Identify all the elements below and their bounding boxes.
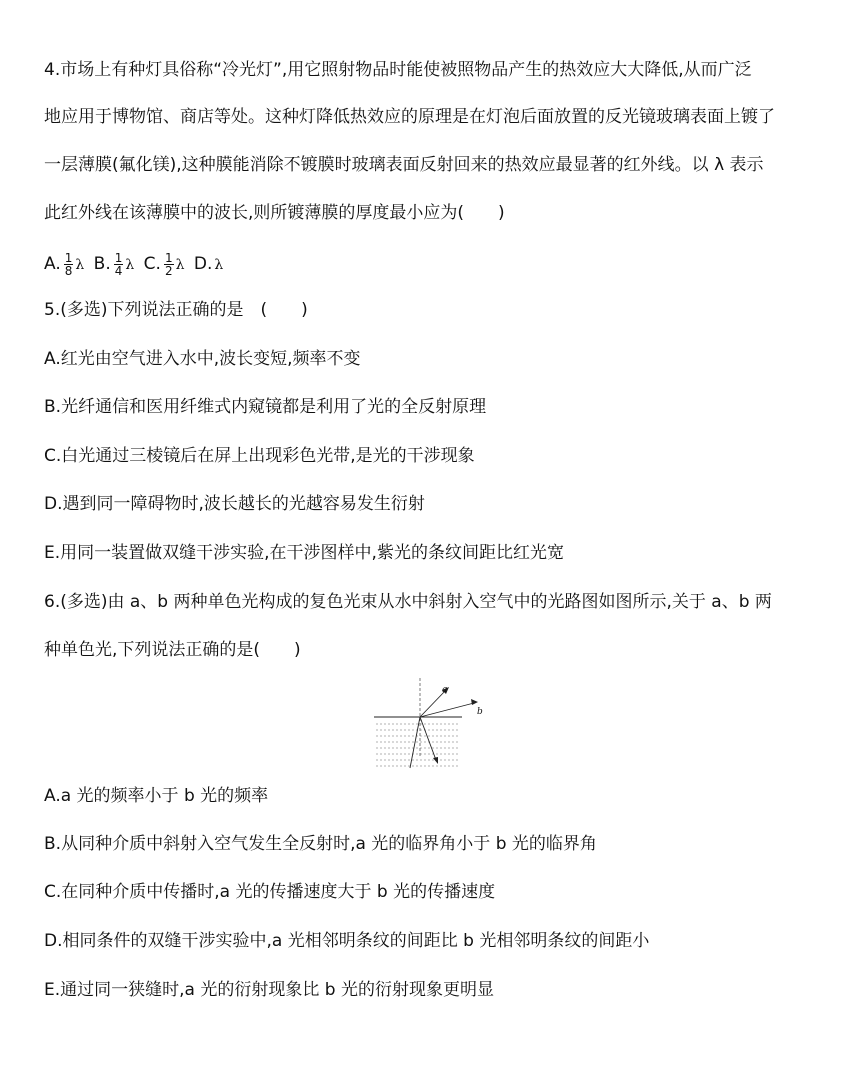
ray-label-a: a — [442, 685, 448, 695]
lambda-symbol: λ — [175, 257, 185, 273]
q4-option-b-fraction: $\frac{1}{4}$ — [114, 250, 123, 278]
q5-option-c: C.白光通过三棱镜后在屏上出现彩色光带,是光的干涉现象 — [44, 446, 475, 466]
q6-stem-line-1: 6.(多选)由 a、b 两种单色光构成的复色光束从水中斜射入空气中的光路图如图所示,关于 a、b 两 — [44, 592, 772, 612]
lambda-symbol: λ — [214, 257, 224, 273]
q4-stem-line-1: 4.市场上有种灯具俗称“冷光灯”,用它照射物品时能使被照物品产生的热效应大大降低,从而广泛 — [44, 60, 752, 80]
q4-option-a-label: A. — [44, 254, 61, 274]
q5-option-b: B.光纤通信和医用纤维式内窥镜都是利用了光的全反射原理 — [44, 397, 487, 417]
q4-option-c-fraction: $\frac{1}{2}$ — [164, 250, 173, 278]
q6-stem-line-2: 种单色光,下列说法正确的是( ) — [44, 640, 301, 660]
q4-options — [44, 249, 824, 279]
q4-option-a-fraction: $\frac{1}{8}$ — [64, 250, 73, 278]
refracted-ray-b-arrowhead — [471, 699, 478, 705]
q6-option-e: E.通过同一狭缝时,a 光的衍射现象比 b 光的衍射现象更明显 — [44, 980, 494, 1000]
lambda-symbol: λ — [125, 257, 135, 273]
refracted-ray-b — [420, 703, 474, 717]
q6-option-d: D.相同条件的双缝干涉实验中,a 光相邻明条纹的间距比 b 光相邻明条纹的间距小 — [44, 931, 650, 951]
q4-option-b-label: B. — [93, 254, 111, 274]
q5-option-e: E.用同一装置做双缝干涉实验,在干涉图样中,紫光的条纹间距比红光宽 — [44, 543, 564, 563]
q6-option-c: C.在同种介质中传播时,a 光的传播速度大于 b 光的传播速度 — [44, 882, 496, 902]
ray-label-b: b — [477, 707, 483, 717]
lambda-symbol: λ — [75, 257, 85, 273]
q6-option-a: A.a 光的频率小于 b 光的频率 — [44, 786, 269, 806]
q6-option-b: B.从同种介质中斜射入空气发生全反射时,a 光的临界角小于 b 光的临界角 — [44, 834, 597, 854]
q5-option-a: A.红光由空气进入水中,波长变短,频率不变 — [44, 349, 361, 369]
q4-stem-line-2: 地应用于博物馆、商店等处。这种灯降低热效应的原理是在灯泡后面放置的反光镜玻璃表面上镀了 — [44, 107, 775, 127]
q5-option-d: D.遇到同一障碍物时,波长越长的光越容易发生衍射 — [44, 494, 425, 514]
reflected-ray-arrowhead — [433, 757, 438, 764]
q4-option-c-label: C. — [143, 254, 161, 274]
q5-stem: 5.(多选)下列说法正确的是 ( ) — [44, 300, 308, 320]
q4-stem-line-3: 一层薄膜(氟化镁),这种膜能消除不镀膜时玻璃表面反射回来的热效应最显著的红外线。以 λ 表示 — [44, 155, 764, 175]
incident-ray — [410, 717, 420, 768]
q4-stem-line-4: 此红外线在该薄膜中的波长,则所镀薄膜的厚度最小应为( ) — [44, 203, 505, 223]
light-path-diagram — [370, 676, 490, 770]
reflected-ray — [420, 717, 436, 760]
q4-option-d-label: D. — [193, 254, 213, 274]
